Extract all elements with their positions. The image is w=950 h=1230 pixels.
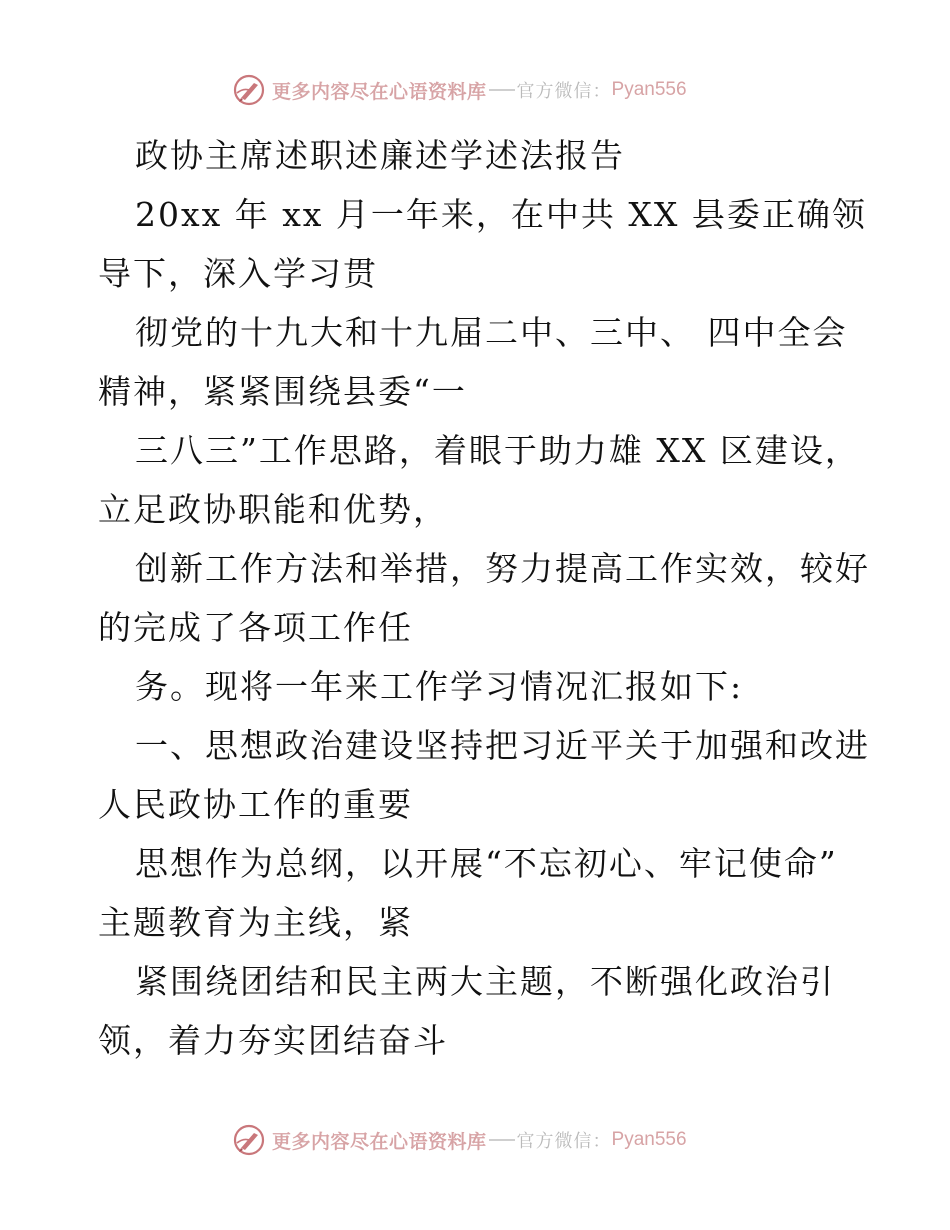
text-line: 20xx 年 xx 月一年来，在中共 XX 县委正确领 xyxy=(135,195,867,234)
text-line: 紧围绕团结和民主两大主题，不断强化政治引 xyxy=(135,962,835,1001)
text-line: 的完成了各项工作任 xyxy=(98,608,413,647)
text-line: 立足政协职能和优势， xyxy=(98,490,448,529)
watermark-wechat-id: Pyan556 xyxy=(611,79,687,100)
text-line: 人民政协工作的重要 xyxy=(98,785,413,824)
text-line: 务。现将一年来工作学习情况汇报如下: xyxy=(135,667,744,706)
section-heading-line: 一、思想政治建设坚持把习近平关于加强和改进 xyxy=(135,726,870,765)
text-line: 彻党的十九大和十九届二中、三中、 四中全会 xyxy=(135,313,848,352)
watermark-wechat-id: Pyan556 xyxy=(611,1129,687,1150)
watermark-main-text: 更多内容尽在心语资料库 xyxy=(272,80,487,103)
watermark-sub-text: 官方微信： xyxy=(516,1131,612,1152)
watermark-dash xyxy=(489,1139,515,1141)
text-line: 创新工作方法和举措，努力提高工作实效，较好 xyxy=(135,549,870,588)
footer-watermark xyxy=(232,1122,752,1158)
text-line: 领，着力夯实团结奋斗 xyxy=(98,1021,448,1060)
document-title: 政协主席述职述廉述学述法报告 xyxy=(135,136,625,175)
header-watermark xyxy=(232,72,752,108)
text-line: 三八三”工作思路，着眼于助力雄 XX 区建设， xyxy=(135,431,860,470)
quill-pen-logo-icon xyxy=(232,1123,266,1157)
watermark-dash xyxy=(489,89,515,91)
text-line: 导下，深入学习贯 xyxy=(98,254,378,293)
watermark-sub-text: 官方微信： xyxy=(516,81,612,102)
text-line: 思想作为总纲，以开展“不忘初心、牢记使命” xyxy=(135,844,838,883)
text-line: 主题教育为主线，紧 xyxy=(98,903,413,942)
quill-pen-logo-icon xyxy=(232,73,266,107)
document-body xyxy=(98,126,870,1070)
text-line: 精神，紧紧围绕县委“一 xyxy=(98,372,467,411)
watermark-main-text: 更多内容尽在心语资料库 xyxy=(272,1130,487,1153)
